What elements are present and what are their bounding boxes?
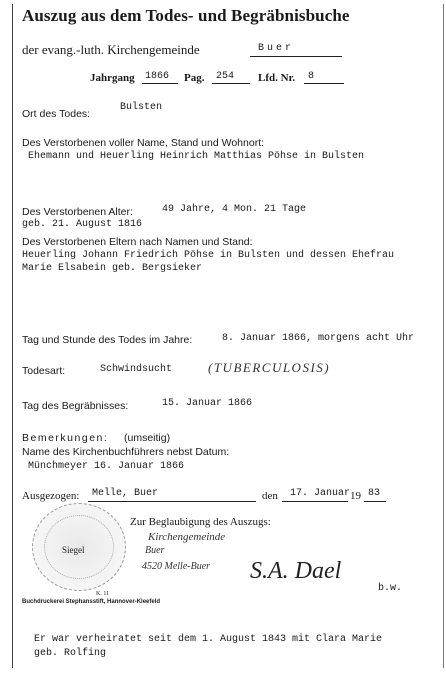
parents-label: Des Verstorbenen Eltern nach Namen und Stand: bbox=[22, 236, 253, 248]
stamp-line-place: Buer bbox=[145, 545, 165, 556]
registrar-label: Name des Kirchenbuchführers nebst Datum: bbox=[22, 446, 230, 458]
full-name-value: Ehemann und Heuerling Heinrich Matthias Pöhse in Bulsten bbox=[28, 151, 365, 162]
year-value: 1866 bbox=[145, 71, 170, 82]
death-time-value: 8. Januar 1866, morgens acht Uhr bbox=[222, 333, 415, 344]
extract-date-value: 17. Januar bbox=[290, 488, 351, 499]
document-title: Auszug aus dem Todes- und Begräbnisbuche bbox=[22, 6, 350, 25]
seal-label: Siegel bbox=[62, 545, 85, 555]
number-value: 8 bbox=[308, 71, 315, 82]
extract-year-prefix: 19 bbox=[350, 490, 361, 502]
age-label: Des Verstorbenen Alter: bbox=[22, 206, 133, 218]
printer-imprint: Buchdruckerei Stephansstift, Hannover-Kleefeld bbox=[22, 599, 161, 605]
page-underline bbox=[212, 83, 250, 84]
congregation-value: Buer bbox=[258, 43, 295, 54]
remarks-suffix: (umseitig) bbox=[124, 432, 171, 444]
registrar-value: Münchmeyer 16. Januar 1866 bbox=[28, 461, 185, 472]
death-time-label: Tag und Stunde des Todes im Jahre: bbox=[22, 334, 193, 346]
marriage-note-line-1: Er war verheiratet seit dem 1. August 1843 mit Clara Marie bbox=[34, 634, 383, 645]
congregation-label: der evang.-luth. Kirchengemeinde bbox=[22, 42, 200, 57]
reverse-side-note: b.w. bbox=[378, 583, 403, 594]
page-value: 254 bbox=[216, 71, 235, 82]
stamp-line-congregation: Kirchengemeinde bbox=[148, 531, 226, 543]
marriage-note-line-2: geb. Rolfing bbox=[34, 648, 107, 659]
stamp-line-address: 4520 Melle-Buer bbox=[142, 561, 211, 572]
extract-label: Ausgezogen: bbox=[22, 490, 80, 502]
parents-line-1: Heuerling Johann Friedrich Pöhse in Bulsten und dessen Ehefrau bbox=[22, 250, 395, 261]
extract-year-value: 83 bbox=[368, 488, 381, 499]
extract-date-label: den bbox=[262, 490, 278, 502]
extract-year-underline bbox=[364, 501, 386, 502]
year-underline bbox=[142, 83, 178, 84]
extract-place-underline bbox=[88, 501, 256, 502]
burial-date-value: 15. Januar 1866 bbox=[162, 398, 253, 409]
year-label: Jahrgang bbox=[90, 72, 135, 84]
full-name-label: Des Verstorbenen voller Name, Stand und Wohnort: bbox=[22, 137, 265, 149]
remarks-label: Bemerkungen: bbox=[22, 432, 109, 444]
extract-date-underline bbox=[282, 501, 348, 502]
parents-line-2: Marie Elsabein geb. Bergsieker bbox=[22, 263, 203, 274]
certification-label: Zur Beglaubigung des Auszugs: bbox=[130, 516, 271, 528]
place-of-death-value: Bulsten bbox=[120, 102, 163, 113]
cause-of-death-label: Todesart: bbox=[22, 365, 66, 377]
place-of-death-label: Ort des Todes: bbox=[22, 108, 91, 120]
cause-of-death-annotation: (TUBERCULOSIS) bbox=[208, 360, 331, 375]
signature: S.A. Dael bbox=[250, 558, 342, 584]
form-code: K. 11 bbox=[96, 591, 110, 597]
number-label: Lfd. Nr. bbox=[258, 72, 296, 84]
birth-date-value: geb. 21. August 1816 bbox=[22, 219, 143, 230]
number-underline bbox=[304, 83, 344, 84]
congregation-underline bbox=[250, 56, 342, 57]
page-label: Pag. bbox=[184, 72, 205, 84]
cause-of-death-value: Schwindsucht bbox=[100, 364, 173, 375]
burial-date-label: Tag des Begräbnisses: bbox=[22, 400, 129, 412]
extract-place-value: Melle, Buer bbox=[92, 488, 159, 499]
age-value: 49 Jahre, 4 Mon. 21 Tage bbox=[162, 204, 307, 215]
